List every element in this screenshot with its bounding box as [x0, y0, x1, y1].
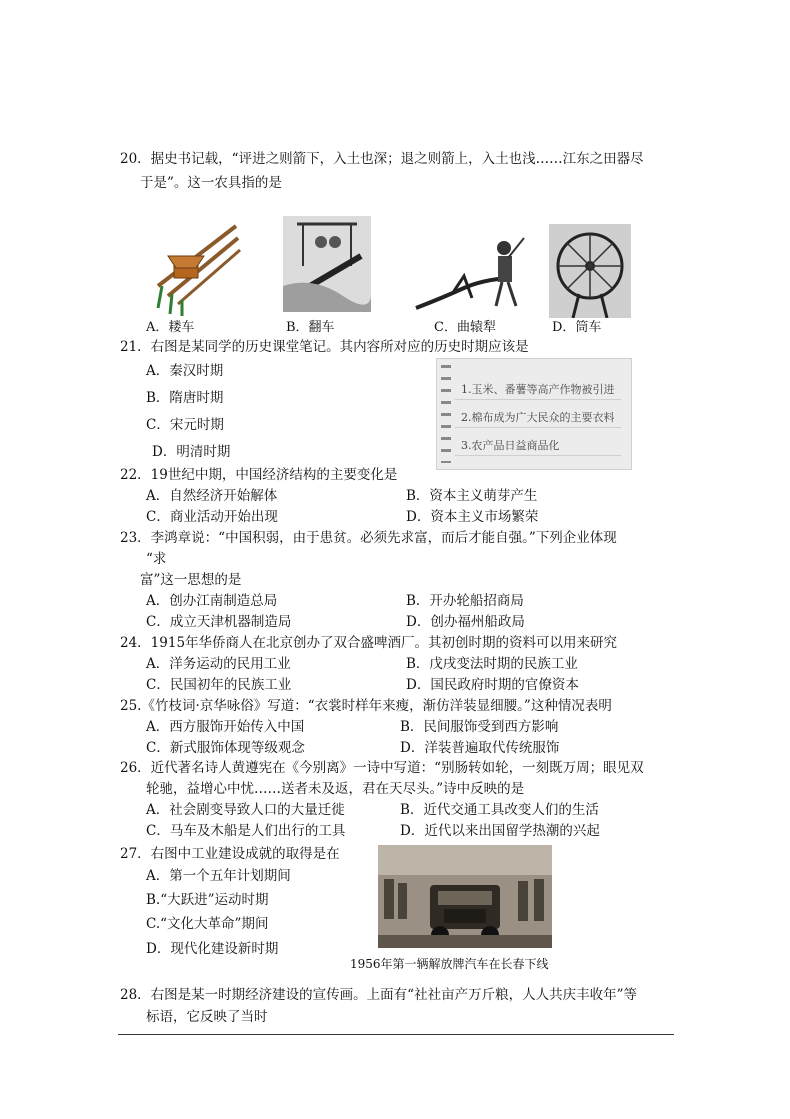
q21-option-b: B．隋唐时期 — [146, 390, 224, 406]
q27-stem: 27．右图中工业建设成就的取得是在 — [120, 846, 340, 862]
q20-caption-b: B．翻车 — [286, 320, 335, 335]
q21-option-c: C．宋元时期 — [146, 417, 224, 433]
q20-caption-a: A．耧车 — [146, 320, 195, 335]
q25-option-d: D．洋装普遍取代传统服饰 — [400, 740, 560, 756]
class-notes-image — [436, 358, 632, 470]
note-line-3: 3.农产品日益商品化 — [461, 439, 560, 452]
q20-caption-c: C．曲辕犁 — [434, 320, 496, 335]
q21-option-d: D．明清时期 — [152, 444, 231, 460]
q27-option-b: B.“大跃进”运动时期 — [146, 892, 269, 908]
q24-stem: 24．1915年华侨商人在北京创办了双合盛啤酒厂。其初创时期的资料可以用来研究 — [120, 635, 618, 651]
q25-stem: 25.《竹枝词·京华咏俗》写道：“衣裳时样年来瘦，渐仿洋装显细腰。”这种情况表明 — [120, 698, 612, 714]
q23-option-c: C．成立天津机器制造局 — [146, 614, 292, 630]
q26-option-c: C．马车及木船是人们出行的工具 — [146, 823, 346, 839]
q22-stem: 22．19世纪中期，中国经济结构的主要变化是 — [120, 467, 398, 483]
q27-option-c: C.“文化大革命”期间 — [146, 916, 269, 932]
q22-option-a: A．自然经济开始解体 — [146, 488, 278, 504]
q24-option-c: C．民国初年的民族工业 — [146, 677, 292, 693]
q23-stem-line1: 23．李鸿章说：“中国积弱，由于患贫。必须先求富，而后才能自强。”下列企业体现 — [120, 530, 617, 546]
q23-option-a: A．创办江南制造总局 — [146, 593, 278, 609]
page-bottom-rule — [118, 1034, 674, 1035]
q27-option-a: A．第一个五年计划期间 — [146, 868, 291, 884]
q26-option-a: A．社会剧变导致人口的大量迁徙 — [146, 802, 345, 818]
q22-option-d: D．资本主义市场繁荣 — [406, 509, 539, 525]
q27-option-d: D．现代化建设新时期 — [146, 941, 279, 957]
q26-stem-line2: 轮驰，益增心中忧……送者未及返，君在天尽头。”诗中反映的是 — [146, 781, 525, 797]
q25-option-b: B．民间服饰受到西方影响 — [400, 719, 559, 735]
notebook-rings — [441, 365, 451, 463]
curved-plow-image — [412, 228, 534, 312]
q28-stem-line1: 28．右图是某一时期经济建设的宣传画。上面有“社社亩产万斤粮，人人共庆丰收年”等 — [120, 987, 637, 1003]
seed-drill-image — [148, 216, 244, 318]
note-line-2: 2.棉布成为广大民众的主要衣料 — [461, 411, 615, 424]
q23-option-b: B．开办轮船招商局 — [406, 593, 524, 609]
q21-option-a: A．秦汉时期 — [146, 363, 224, 379]
q26-option-b: B．近代交通工具改变人们的生活 — [400, 802, 599, 818]
chain-pump-image — [283, 216, 371, 312]
q25-option-a: A．西方服饰开始传入中国 — [146, 719, 305, 735]
water-wheel-image — [549, 224, 631, 318]
truck-photo-image — [378, 845, 552, 948]
q23-stem-line2: “求 — [146, 551, 167, 567]
q24-option-a: A．洋务运动的民用工业 — [146, 656, 291, 672]
q26-option-d: D．近代以来出国留学热潮的兴起 — [400, 823, 600, 839]
note-line-1: 1.玉米、番薯等高产作物被引进 — [461, 383, 615, 396]
q23-stem-line3: 富”这一思想的是 — [140, 572, 242, 588]
q28-stem-line2: 标语，它反映了当时 — [146, 1009, 268, 1025]
q22-option-c: C．商业活动开始出现 — [146, 509, 278, 525]
q20-stem-line1: 20．据史书记载，“评进之则箭下，入土也深；退之则箭上，入土也浅……江东之田器尽 — [120, 151, 644, 167]
q25-option-c: C．新式服饰体现等级观念 — [146, 740, 305, 756]
q24-option-d: D．国民政府时期的官僚资本 — [406, 677, 579, 693]
q20-caption-d: D．筒车 — [552, 320, 602, 335]
q24-option-b: B．戊戌变法时期的民族工业 — [406, 656, 578, 672]
q22-option-b: B．资本主义萌芽产生 — [406, 488, 538, 504]
q26-stem-line1: 26．近代著名诗人黄遵宪在《今别离》一诗中写道：“别肠转如轮，一刻既万周；眼见双 — [120, 760, 644, 776]
q21-stem: 21．右图是某同学的历史课堂笔记。其内容所对应的历史时期应该是 — [120, 339, 529, 355]
q20-stem-line2: 于是”。这一农具指的是 — [140, 175, 282, 191]
q23-option-d: D．创办福州船政局 — [406, 614, 525, 630]
truck-photo-caption: 1956年第一辆解放牌汽车在长春下线 — [350, 957, 549, 971]
